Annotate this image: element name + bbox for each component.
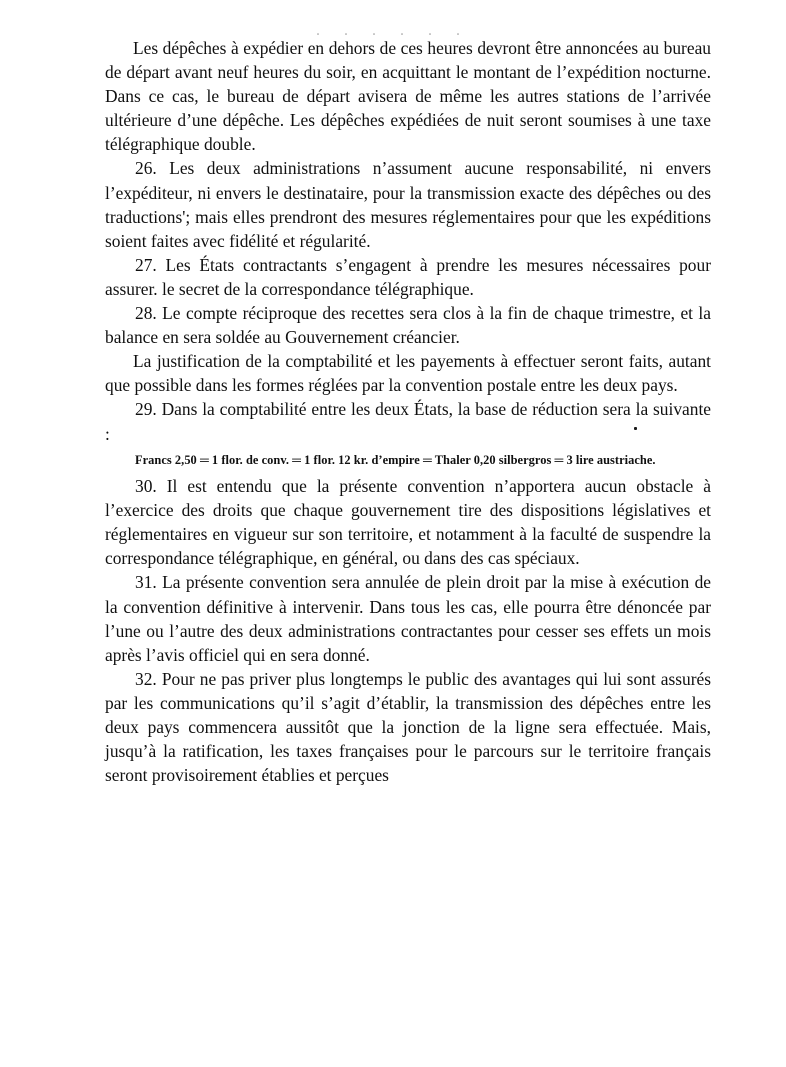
article-29: 29. Dans la comptabilité entre les deux États, la base de réduction sera la suivante : xyxy=(105,399,711,444)
article-26: 26. Les deux administrations n’assument aucune responsabilité, ni envers l’expéditeur, ni envers le destinataire, pour la transmission exacte des dépêches ou des traductions'; mais elles prendront des mesures réglementaires pour que les expéditions soient faites avec fidélité et régularité. xyxy=(105,158,711,251)
article-32: 32. Pour ne pas priver plus longtemps le public des avantages qui lui sont assurés par les communications qu’il s’agit d’établir, la transmission des dépêches entre les deux pays commencera aussitôt que la jonction de la ligne sera effectuée. Mais, jusqu’à la ratification, les taxes françaises pour le parcours sur le territoire français seront provisoirement établies et perçues xyxy=(105,668,711,786)
article-31: 31. La présente convention sera annulée de plein droit par la mise à exécution de la convention définitive à intervenir. Dans tous les cas, elle pourra être dénoncée par l’une ou l’autre des deux administrations contractantes pour cesser ses effets un mois après l’avis officiel qui en sera donné. xyxy=(105,572,711,665)
paragraph-justification-comptabilite: La justification de la comptabilité et les payements à effectuer seront faits, autant que possible dans les formes réglées par la convention postale entre les deux pays. xyxy=(105,351,711,396)
article-27: 27. Les États contractants s’engagent à prendre les mesures nécessaires pour assurer. le secret de la correspondance télégraphique. xyxy=(105,254,711,299)
page-text-block xyxy=(105,36,711,787)
article-28: 28. Le compte réciproque des recettes sera clos à la fin de chaque trimestre, et la balance en sera soldée au Gouvernement créancier. xyxy=(105,303,711,348)
ink-speck-artifact xyxy=(634,427,637,430)
paragraph-heures-nocturnes: Les dépêches à expédier en dehors de ces heures devront être annoncées au bureau de départ avant neuf heures du soir, en acquittant le montant de l’expédition nocturne. Dans ce cas, le bureau de départ avisera de même les autres stations de l’arrivée ultérieure d’une dépêche. Les dépêches expédiées de nuit seront soumises à une taxe télégraphique double. xyxy=(105,38,711,155)
article-30: 30. Il est entendu que la présente convention n’apportera aucun obstacle à l’exercice des droits que chaque gouvernement tire des dispositions législatives et réglementaires en vigueur sur son territoire, et notamment à la faculté de suspendre la correspondance télégraphique, en général, ou dans des cas spéciaux. xyxy=(105,476,711,569)
currency-conversion-line: Francs 2,50 ═ 1 flor. de conv. ═ 1 flor. 12 kr. d’empire ═ Thaler 0,20 silbergros ═ 3 lire austriache. xyxy=(135,452,656,467)
top-line-fragments: . . . . . . xyxy=(316,22,470,38)
